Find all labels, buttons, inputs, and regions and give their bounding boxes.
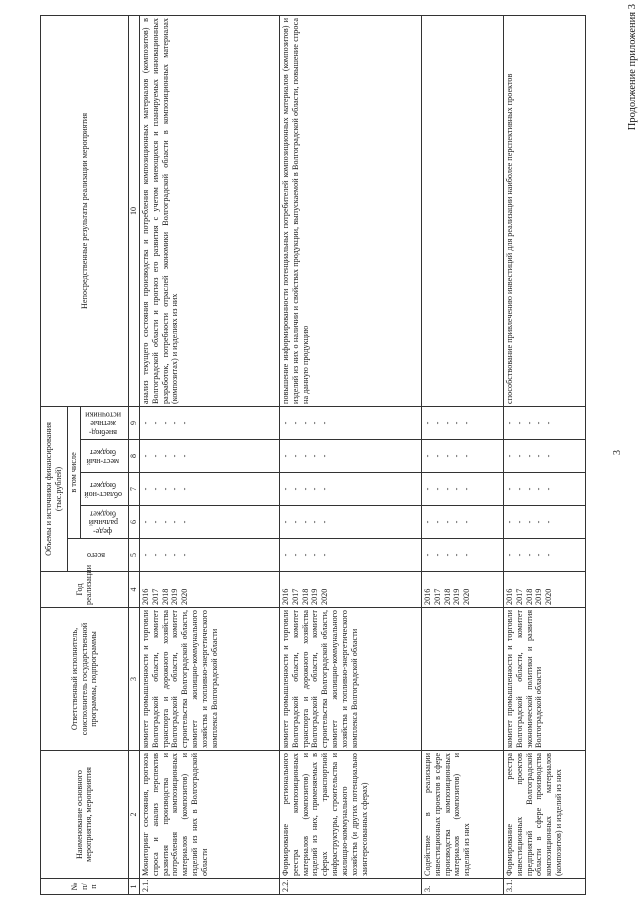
- year-cell: 2017: [290, 588, 300, 605]
- table-row: [279, 16, 421, 895]
- local-values: - - - - -: [503, 440, 585, 473]
- header-regional: област-ной бюджет: [80, 473, 128, 506]
- colnum-10: 10: [128, 16, 139, 407]
- colnum-3: 3: [128, 608, 139, 751]
- year-cell: 2016: [140, 588, 150, 605]
- colnum-8: 8: [128, 440, 139, 473]
- federal-values: - - - - -: [139, 506, 279, 539]
- total-values: - - - - -: [139, 539, 279, 572]
- year-cell: 2019: [310, 588, 320, 605]
- year-cell: 2018: [300, 588, 310, 605]
- colnum-7: 7: [128, 473, 139, 506]
- colnum-2: 2: [128, 751, 139, 879]
- year-cell: 2019: [452, 588, 462, 605]
- federal-values: - - - - -: [503, 506, 585, 539]
- page-number: 3: [612, 450, 623, 455]
- program-table: [40, 15, 586, 895]
- row-name: Содействие в реализации инвестиционных проектов в сфере производства композиционных материалов (композитов) и изделий из них: [421, 751, 503, 879]
- offbudget-values: - - - - -: [421, 406, 503, 439]
- row-num: 3.1.: [503, 879, 585, 895]
- header-name: Наименование основного мероприятия, мероприятия: [41, 751, 129, 879]
- local-values: - - - - -: [279, 440, 421, 473]
- row-name: Мониторинг состояния, прогноза спроса и анализ перспектив развития производства и потребления композиционных материалов (композитов) и изделий из них в Волгоградской области: [139, 751, 279, 879]
- continuation-label: Продолжение приложения 3: [627, 4, 638, 131]
- row-num: 2.1.: [139, 879, 279, 895]
- header-local: мест-ный бюджет: [80, 440, 128, 473]
- row-num: 2.2.: [279, 879, 421, 895]
- header-federal: феде-ральный бюджет: [80, 506, 128, 539]
- colnum-6: 6: [128, 506, 139, 539]
- year-cell: 2018: [442, 588, 452, 605]
- year-cell: 2016: [280, 588, 290, 605]
- row-name: Формирование реестра инвестиционных проектов предприятий Волгоградской области в сфере производства композиционных материалов (композитов) и изделий из них: [503, 751, 585, 879]
- row-name: Формирование регионального реестра композиционных материалов (композитов) и изделий из них, применяемых в сферах транспортной инфраструктуры, строительства и жилищно-коммунального хозяйства (и других потенциально заинтересованных сферах): [279, 751, 421, 879]
- year-cell: 2019: [534, 588, 544, 605]
- table-row: [503, 16, 585, 895]
- offbudget-values: - - - - -: [503, 406, 585, 439]
- header-num: № п/п: [41, 879, 129, 895]
- year-cell: 2020: [320, 588, 330, 605]
- table-row: [139, 16, 279, 895]
- regional-values: - - - - -: [503, 473, 585, 506]
- header-year: Год реализации: [41, 572, 129, 608]
- row-years: [503, 572, 585, 608]
- regional-values: - - - - -: [279, 473, 421, 506]
- row-result: способствование привлечению инвестиций для реализации наиболее перспективных проектов: [503, 16, 585, 407]
- header-including: в том числе: [68, 406, 81, 538]
- table-row: [421, 16, 503, 895]
- row-executor: комитет промышленности и торговли Волгоградской области, комитет экономической политики и развития Волгоградской области: [503, 608, 585, 751]
- row-years: [279, 572, 421, 608]
- total-values: - - - - -: [421, 539, 503, 572]
- year-cell: 2017: [150, 588, 160, 605]
- year-cell: 2020: [544, 588, 554, 605]
- colnum-5: 5: [128, 539, 139, 572]
- row-executor: комитет промышленности и торговли Волгоградской области, комитет транспорта и дорожного хозяйства Волгоградской области, комитет строительства Волгоградской области, комитет жилищно-коммунального хозяйства и топливно-энергетического комплекса Волгоградской области: [279, 608, 421, 751]
- row-result: анализ текущего состояния производства и потребления композиционных материалов (композитов) в Волгоградской области и прогноз его развития с учетом имеющихся и планируемых инновационных разработок, потребности отраслей экономики Волгоградской области в композиционных материалах (композитах) и изделиях из них: [139, 16, 279, 407]
- federal-values: - - - - -: [279, 506, 421, 539]
- year-cell: 2018: [160, 588, 170, 605]
- local-values: - - - - -: [421, 440, 503, 473]
- local-values: - - - - -: [139, 440, 279, 473]
- year-cell: 2020: [462, 588, 472, 605]
- header-results: Непосредственные результаты реализации мероприятия: [41, 16, 129, 407]
- row-result: повышение информированности потенциальных потребителей композиционных материалов (композитов) и изделий из них о наличии и свойствах продукции, выпускаемой в Волгоградской области, повышение спроса на данную продукцию: [279, 16, 421, 407]
- year-cell: 2016: [504, 588, 514, 605]
- regional-values: - - - - -: [421, 473, 503, 506]
- row-years: [139, 572, 279, 608]
- year-cell: 2017: [514, 588, 524, 605]
- regional-values: - - - - -: [139, 473, 279, 506]
- row-result: [421, 16, 503, 407]
- total-values: - - - - -: [279, 539, 421, 572]
- year-cell: 2016: [422, 588, 432, 605]
- year-cell: 2018: [524, 588, 534, 605]
- header-offbudget: внебюд-жетные источники: [80, 406, 128, 439]
- offbudget-values: - - - - -: [279, 406, 421, 439]
- header-funding: Объемы и источники финансирования (тыс.рублей): [41, 406, 68, 571]
- year-cell: 2017: [432, 588, 442, 605]
- row-years: [421, 572, 503, 608]
- year-cell: 2020: [180, 588, 190, 605]
- year-cell: 2019: [170, 588, 180, 605]
- federal-values: - - - - -: [421, 506, 503, 539]
- row-executor: [421, 608, 503, 751]
- header-executor: Ответственный исполнитель, соисполнитель государственной программы, подпрограммы: [41, 608, 129, 751]
- total-values: - - - - -: [503, 539, 585, 572]
- colnum-1: 1: [128, 879, 139, 895]
- row-executor: комитет промышленности и торговли Волгоградской области, комитет транспорта и дорожного хозяйства Волгоградской области, комитет строительства Волгоградской области, комитет жилищно-коммунального хозяйства и топливно-энергетического комплекса Волгоградской области: [139, 608, 279, 751]
- colnum-4: 4: [128, 572, 139, 608]
- row-num: 3.: [421, 879, 503, 895]
- colnum-9: 9: [128, 406, 139, 439]
- offbudget-values: - - - - -: [139, 406, 279, 439]
- header-total: всего: [68, 539, 129, 572]
